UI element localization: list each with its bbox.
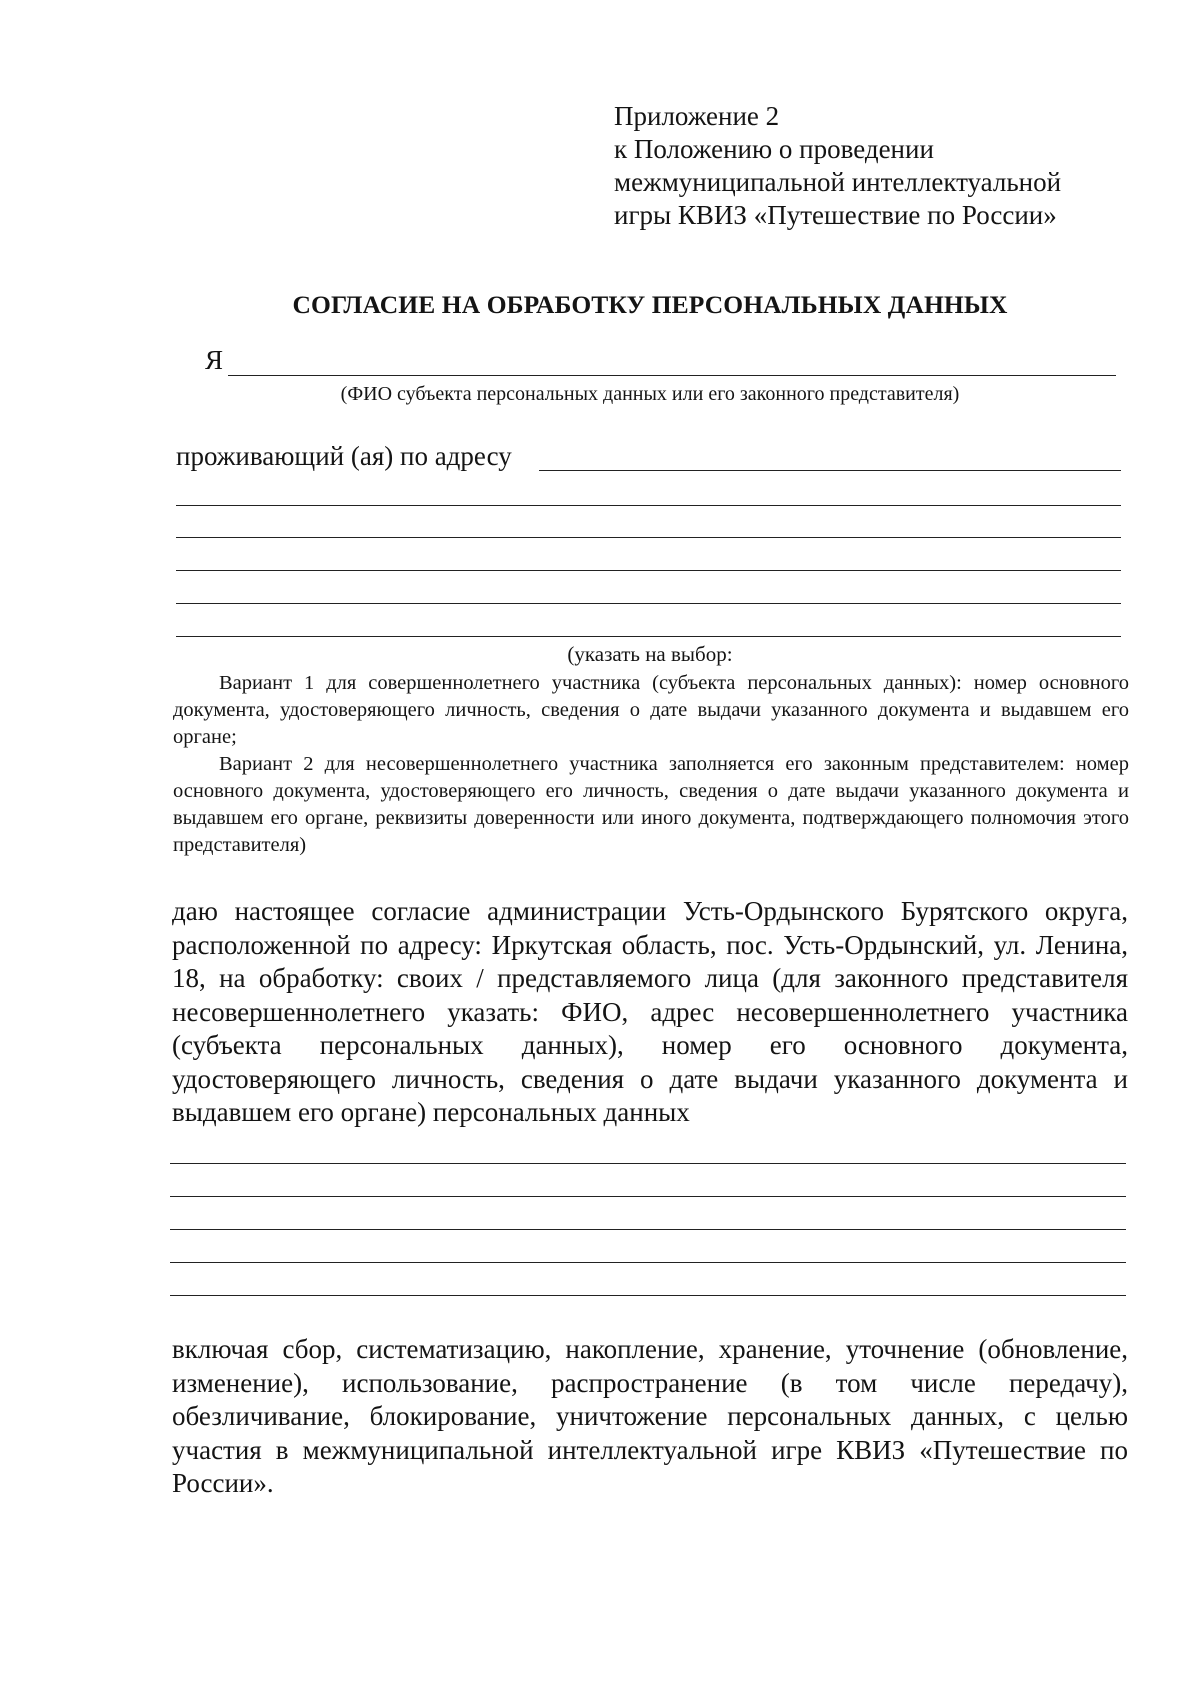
fio-caption: (ФИО субъекта персональных данных или его законного представителя) — [340, 383, 960, 405]
appendix-line-4: игры КВИЗ «Путешествие по России» — [614, 200, 1057, 230]
variant-2-body: Вариант 2 для несовершеннолетнего участника заполняется его законным представителем: номер основного документа, удостоверяющего его личность, сведения о дате выдачи указанного документа и выдавшем его органе, реквизиты доверенности или иного документа, подтверждающего полномочия этого представителя) — [173, 753, 1129, 856]
address-label: проживающий (ая) по адресу — [176, 441, 512, 471]
variant-1-text — [173, 670, 1129, 751]
address-fill-line[interactable] — [176, 603, 1121, 604]
appendix-line-1: Приложение 2 — [614, 101, 780, 131]
address-fill-line[interactable] — [176, 505, 1121, 506]
personal-data-fill-line[interactable] — [170, 1196, 1126, 1197]
personal-data-fill-line[interactable] — [170, 1295, 1126, 1296]
choose-caption: (указать на выбор: — [567, 642, 733, 666]
appendix-heading — [614, 100, 1061, 232]
document-title: СОГЛАСИЕ НА ОБРАБОТКУ ПЕРСОНАЛЬНЫХ ДАННЫХ — [292, 290, 1008, 319]
address-fill-line[interactable] — [539, 470, 1121, 471]
appendix-line-2: к Положению о проведении — [614, 134, 934, 164]
personal-data-fill-line[interactable] — [170, 1262, 1126, 1263]
fio-fill-line[interactable] — [228, 375, 1116, 376]
address-fill-line[interactable] — [176, 570, 1121, 571]
consent-paragraph — [172, 895, 1128, 1130]
address-fill-line[interactable] — [176, 636, 1121, 637]
variant-2-text — [173, 751, 1129, 859]
purpose-paragraph: включая сбор, систематизацию, накопление, хранение, уточнение (обновление, изменение), использование, распространение (в том числе передачу), обезличивание, блокирование, уничтожение персональных данных, с целью участия в межмуниципальной интеллектуальной игре КВИЗ «Путешествие по России». — [172, 1334, 1128, 1498]
personal-data-fill-line[interactable] — [170, 1229, 1126, 1230]
appendix-line-3: межмуниципальной интеллектуальной — [614, 167, 1062, 197]
variant-1-body: Вариант 1 для совершеннолетнего участника (субъекта персональных данных): номер основного документа, удостоверяющего личность, сведения о дате выдачи указанного документа и выдавшем его органе; — [173, 672, 1129, 748]
fio-prefix: Я — [205, 345, 224, 375]
consent-body: даю настоящее согласие администрации Усть-Ордынского Бурятского округа, расположенной по адресу: Иркутская область, пос. Усть-Ордынский, ул. Ленина, 18, на обработку: своих / представляемого лица (для законного представителя несовершеннолетнего указать: ФИО, адрес несовершеннолетнего участника (субъекта персональных данных), номер его основного документа, удостоверяющего личность, сведения о дате выдачи указанного документа и выдавшем его органе) персональных данных — [172, 896, 1128, 1127]
address-fill-line[interactable] — [176, 537, 1121, 538]
personal-data-fill-line[interactable] — [170, 1163, 1126, 1164]
